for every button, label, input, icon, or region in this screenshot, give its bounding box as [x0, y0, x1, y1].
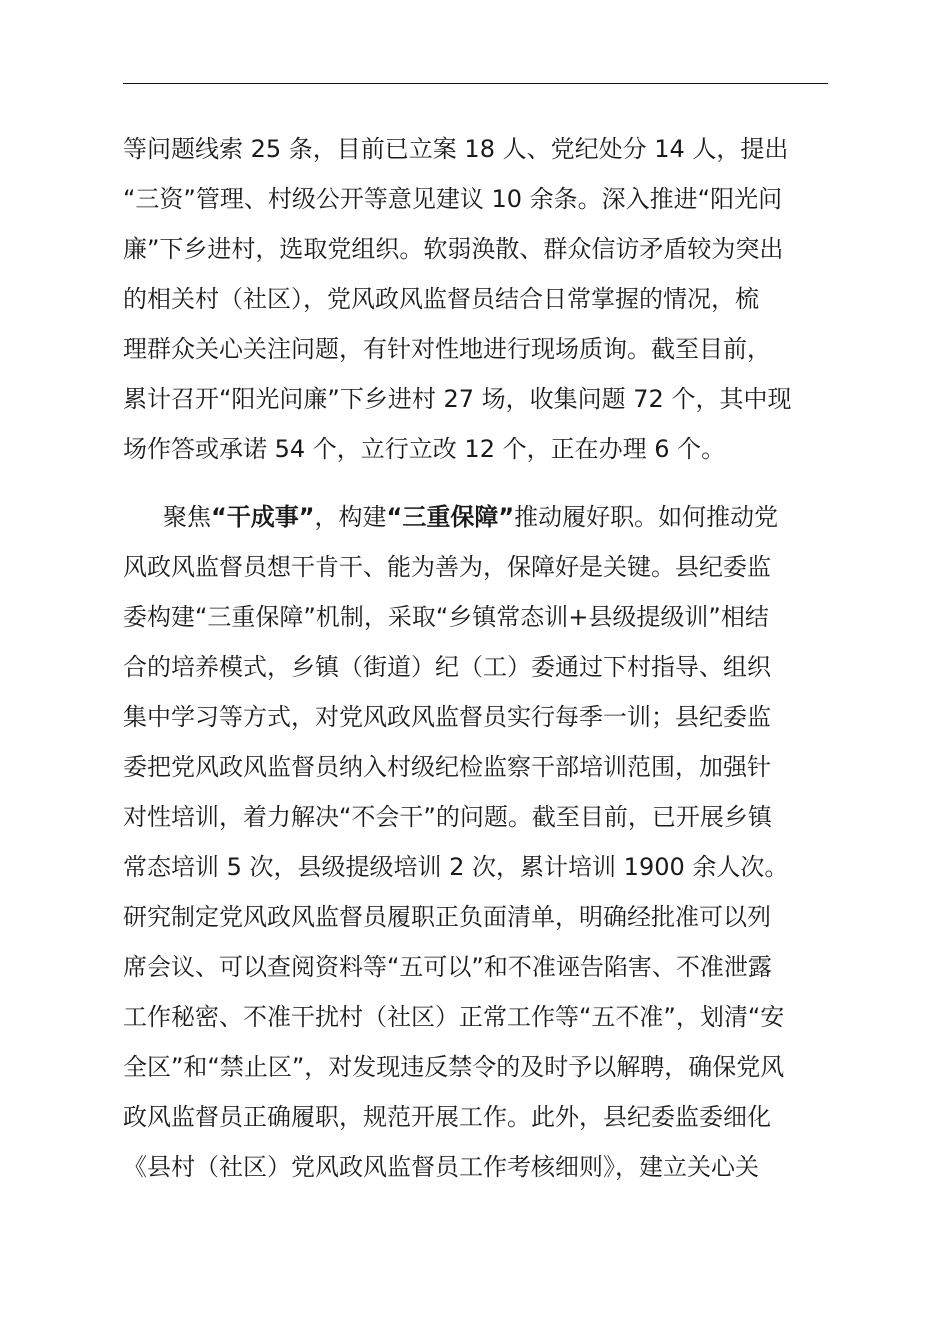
header-rule: [123, 83, 828, 84]
document-body: [123, 124, 833, 1192]
bold-phrase: “干成事”: [211, 503, 315, 531]
text-line: 工作秘密、不准干扰村（社区）正常工作等“五不准”，划清“安: [123, 1003, 785, 1031]
text-line: 场作答或承诺 54 个，立行立改 12 个，正在办理 6 个。: [123, 435, 726, 463]
text-line: 全区”和“禁止区”，对发现违反禁令的及时予以解聘，确保党风: [123, 1053, 785, 1081]
text-line: 研究制定党风政风监督员履职正负面清单，明确经批准可以列: [123, 903, 771, 931]
text-line: 对性培训，着力解决“不会干”的问题。截至目前，已开展乡镇: [123, 803, 772, 831]
bold-phrase: “三重保障”: [386, 503, 515, 531]
text-segment: ，构建: [314, 503, 387, 531]
text-line: “三资”管理、村级公开等意见建议 10 余条。深入推进“阳光问: [123, 185, 783, 213]
text-line-first: [123, 492, 833, 542]
text-line: 理群众关心关注问题，有针对性地进行现场质询。截至目前，: [123, 335, 771, 363]
text-line: 席会议、可以查阅资料等“五可以”和不准诬告陷害、不准泄露: [123, 953, 772, 981]
text-line: 廉”下乡进村，选取党组织。软弱涣散、群众信访矛盾较为突出: [123, 235, 784, 263]
paragraph-gap: [123, 474, 833, 492]
text-segment: 推动履好职。如何推动党: [514, 503, 779, 531]
paragraph-2: [123, 492, 833, 1192]
text-line: 的相关村（社区），党风政风监督员结合日常掌握的情况，梳: [123, 285, 759, 313]
paragraph-1: [123, 124, 833, 474]
text-line: 合的培养模式，乡镇（街道）纪（工）委通过下村指导、组织: [123, 653, 771, 681]
text-line: 委把党风政风监督员纳入村级纪检监察干部培训范围，加强针: [123, 753, 771, 781]
text-line: 常态培训 5 次，县级提级培训 2 次，累计培训 1900 余人次。: [123, 853, 789, 881]
text-line: 累计召开“阳光问廉”下乡进村 27 场，收集问题 72 个，其中现: [123, 385, 792, 413]
text-line: 委构建“三重保障”机制，采取“乡镇常态训+县级提级训”相结: [123, 603, 769, 631]
text-line: 集中学习等方式，对党风政风监督员实行每季一训；县纪委监: [123, 703, 771, 731]
text-line: 等问题线索 25 条，目前已立案 18 人、党纪处分 14 人，提出: [123, 135, 789, 163]
text-line: 《县村（社区）党风政风监督员工作考核细则》，建立关心关: [123, 1153, 759, 1181]
text-line: 风政风监督员想干肯干、能为善为，保障好是关键。县纪委监: [123, 553, 771, 581]
text-line: 政风监督员正确履职，规范开展工作。此外，县纪委监委细化: [123, 1103, 771, 1131]
text-segment: 聚焦: [163, 503, 211, 531]
